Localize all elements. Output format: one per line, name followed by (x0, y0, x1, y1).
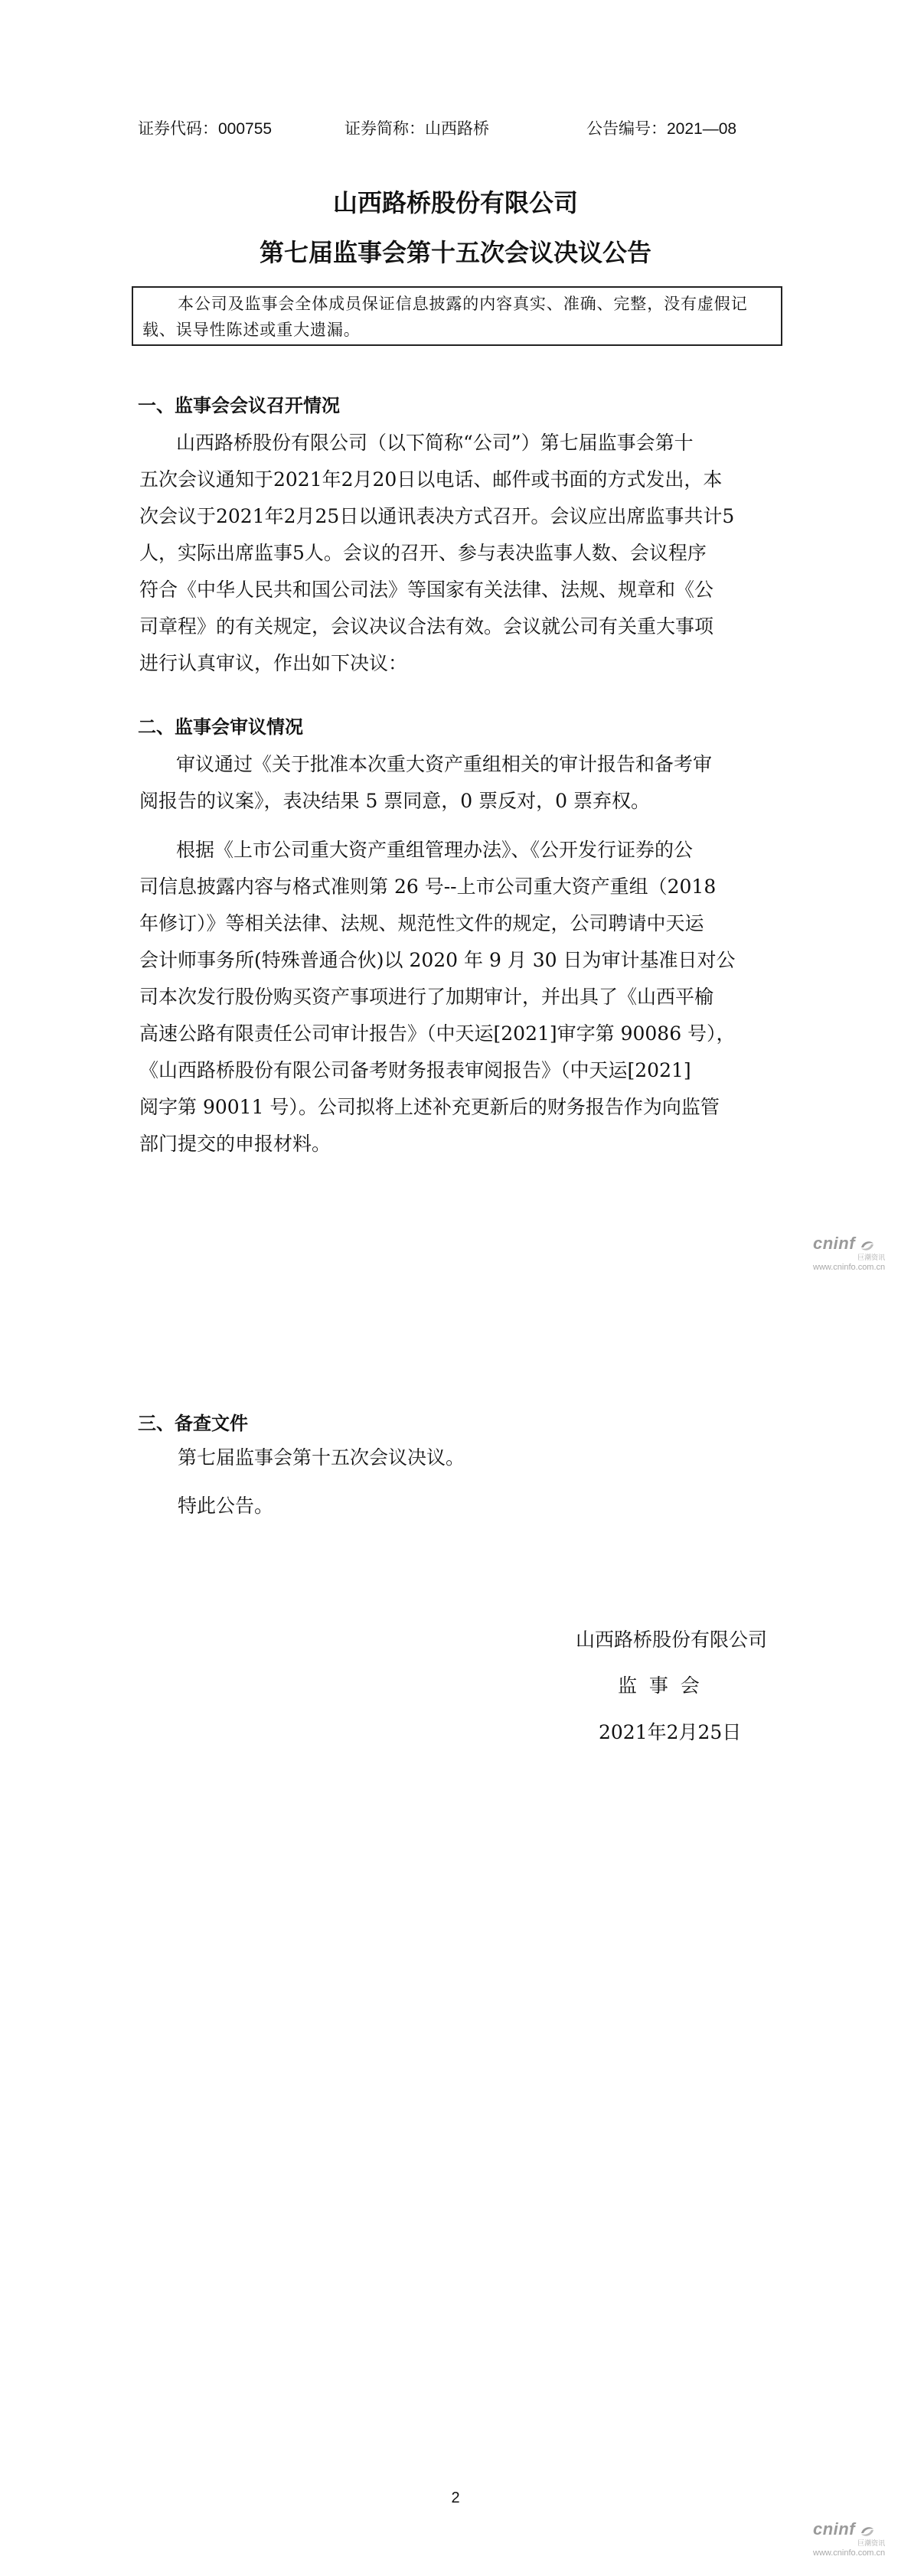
text-line: 五次会议通知于2021年2月20日以电话、邮件或书面的方式发出，本 (139, 468, 723, 491)
text-line: 部门提交的申报材料。 (139, 1133, 331, 1155)
signature-board: 监 事 会 (618, 1674, 700, 1697)
text-line: 司信息披露内容与格式准则第 26 号--上市公司重大资产重组（2018 (139, 876, 717, 898)
text-line: 审议通过《关于批准本次重大资产重组相关的审计报告和备考审 (176, 753, 713, 775)
signature-date: 2021年2月25日 (599, 1721, 742, 1743)
text-line: 《山西路桥股份有限公司备考财务报表审阅报告》（中天运[2021] (139, 1059, 691, 1081)
cninf-swirl-icon (859, 1238, 876, 1254)
text-line: 司章程》的有关规定，会议决议合法有效。会议就公司有关重大事项 (139, 615, 714, 637)
document-title: 第七届监事会第十五次会议决议公告 (259, 238, 651, 267)
company-title: 山西路桥股份有限公司 (332, 188, 578, 217)
cninf-url: www.cninfo.com.cn (813, 2548, 886, 2558)
text-line: 年修订）》等相关法律、法规、规范性文件的规定，公司聘请中天运 (139, 912, 704, 934)
section2-heading: 二、监事会审议情况 (138, 716, 303, 738)
stock-short-name: 证券简称：山西路桥 (344, 120, 489, 138)
cninf-chinese-name: 巨潮资讯 (857, 1254, 886, 1261)
text-line: 根据《上市公司重大资产重组管理办法》、《公开发行证券的公 (176, 839, 694, 861)
text-line: 山西路桥股份有限公司（以下简称“公司”）第七届监事会第十 (176, 432, 694, 454)
reference-document: 第七届监事会第十五次会议决议。 (178, 1446, 465, 1469)
text-line: 阅报告的议案》，表决结果 5 票同意，0 票反对，0 票弃权。 (139, 790, 651, 812)
text-line: 次会议于2021年2月25日以通讯表决方式召开。会议应出席监事共计5 (139, 505, 735, 527)
cninf-logo: cninf (813, 2519, 856, 2539)
cninf-url: www.cninfo.com.cn (813, 1263, 886, 1272)
text-line: 高速公路有限责任公司审计报告》（中天运[2021]审字第 90086 号）， (139, 1022, 736, 1045)
closing-remark: 特此公告。 (178, 1495, 274, 1517)
text-line: 进行认真审议，作出如下决议： (139, 652, 408, 674)
audit-paragraph (139, 832, 773, 1162)
text-line: 符合《中华人民共和国公司法》等国家有关法律、法规、规章和《公 (139, 579, 714, 601)
section1-paragraph (139, 425, 773, 682)
cninf-chinese-name: 巨潮资讯 (857, 2539, 886, 2547)
text-line: 会计师事务所(特殊普通合伙)以 2020 年 9 月 30 日为审计基准日对公 (139, 949, 736, 971)
page-number: 2 (451, 2490, 460, 2506)
watermark (813, 1234, 885, 1272)
section1-heading: 一、监事会会议召开情况 (138, 395, 340, 416)
text-line: 司本次发行股份购买资产事项进行了加期审计，并出具了《山西平榆 (139, 986, 714, 1008)
cninf-swirl-icon (859, 2524, 876, 2539)
resolution-paragraph (139, 746, 773, 820)
disclaimer-box: 本公司及监事会全体成员保证信息披露的内容真实、准确、完整，没有虚假记载、误导性陈述或重大遗漏。 (132, 286, 782, 346)
signature-company: 山西路桥股份有限公司 (576, 1629, 768, 1651)
text-line: 人，实际出席监事5人。会议的召开、参与表决监事人数、会议程序 (139, 542, 707, 564)
section3-heading: 三、备查文件 (138, 1413, 248, 1434)
text-line: 阅字第 90011 号）。公司拟将上述补充更新后的财务报告作为向监管 (139, 1096, 720, 1118)
notice-number: 公告编号：2021—08 (586, 120, 737, 138)
stock-code: 证券代码：000755 (138, 120, 273, 138)
cninf-logo: cninf (813, 1234, 856, 1253)
watermark (813, 2519, 885, 2558)
